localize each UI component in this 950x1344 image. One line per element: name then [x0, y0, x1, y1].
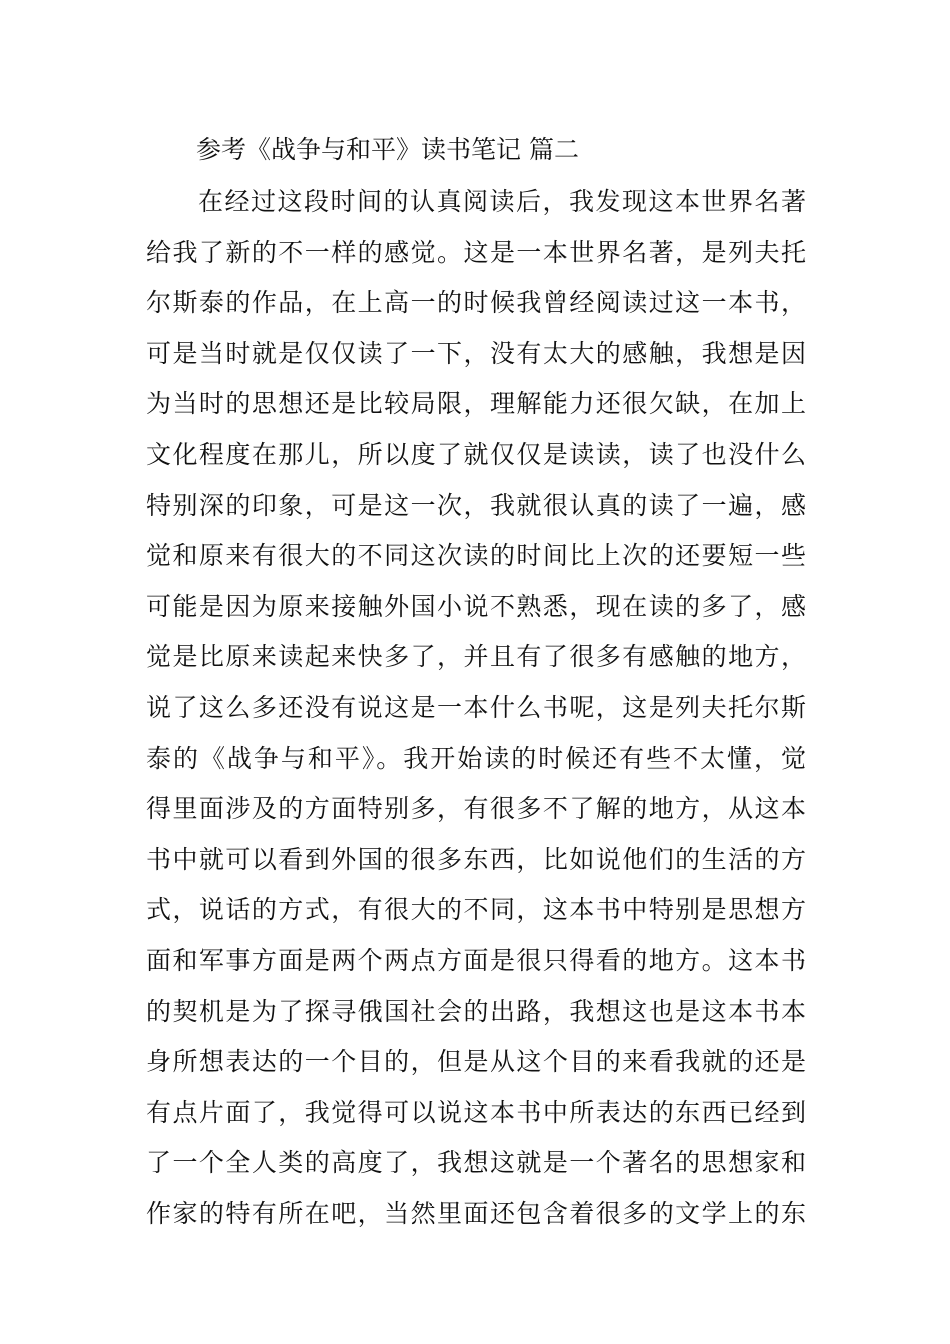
text-line: 在经过这段时间的认真阅读后，我发现这本世界名著: [198, 187, 806, 216]
text-line: 特别深的印象，可是这一次，我就很认真的读了一遍，感: [146, 490, 806, 520]
text-line: 式，说话的方式，有很大的不同，这本书中特别是思想方: [146, 895, 806, 925]
text-line: 的契机是为了探寻俄国社会的出路，我想这也是这本书本: [146, 996, 806, 1026]
body-text: [146, 177, 806, 1239]
text-line: 可是当时就是仅仅读了一下，没有太大的感触，我想是因: [146, 338, 806, 368]
text-line: 书中就可以看到外国的很多东西，比如说他们的生活的方: [146, 844, 806, 874]
page-title: 参考《战争与和平》读书笔记 篇二: [196, 135, 579, 164]
text-line: 面和军事方面是两个两点方面是很只得看的地方。这本书: [146, 945, 806, 975]
text-line: 觉是比原来读起来快多了，并且有了很多有感触的地方，: [146, 642, 806, 672]
text-line: 身所想表达的一个目的，但是从这个目的来看我就的还是: [146, 1047, 806, 1077]
text-line: 泰的《战争与和平》。我开始读的时候还有些不太懂，觉: [146, 743, 806, 773]
text-line: 给我了新的不一样的感觉。这是一本世界名著，是列夫托: [146, 237, 806, 267]
text-line: 得里面涉及的方面特别多，有很多不了解的地方，从这本: [146, 794, 806, 824]
text-line: 觉和原来有很大的不同这次读的时间比上次的还要短一些: [146, 541, 806, 571]
text-line: 作家的特有所在吧，当然里面还包含着很多的文学上的东: [146, 1198, 806, 1228]
text-line: 说了这么多还没有说这是一本什么书呢，这是列夫托尔斯: [146, 692, 806, 722]
text-line: 可能是因为原来接触外国小说不熟悉，现在读的多了，感: [146, 591, 806, 621]
text-line: 文化程度在那儿，所以度了就仅仅是读读，读了也没什么: [146, 439, 806, 469]
text-line: 有点片面了，我觉得可以说这本书中所表达的东西已经到: [146, 1097, 806, 1127]
text-line: 了一个全人类的高度了，我想这就是一个著名的思想家和: [146, 1148, 806, 1178]
text-line: 为当时的思想还是比较局限，理解能力还很欠缺，在加上: [146, 389, 806, 419]
text-line: 尔斯泰的作品，在上高一的时候我曾经阅读过这一本书，: [146, 288, 806, 318]
